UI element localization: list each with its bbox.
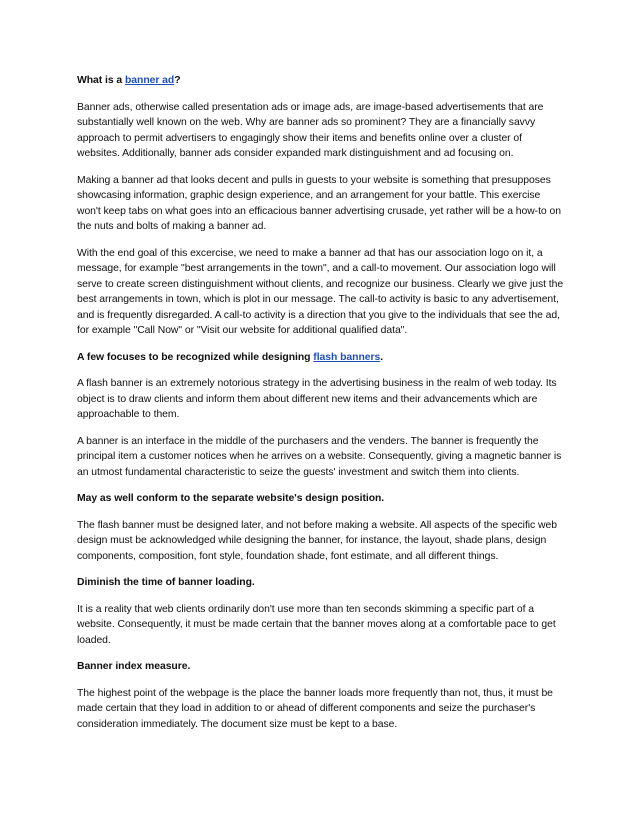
flash-banners-link[interactable]: flash banners — [313, 351, 381, 363]
section-heading — [77, 73, 566, 89]
heading-text: . — [380, 351, 384, 363]
heading-text: What is a — [77, 75, 125, 86]
banner-ad-link[interactable]: banner ad — [125, 75, 175, 86]
paragraph: A flash banner is an extremely notorious strategy in the advertising business in the realm of web today. Its object is to draw clients and inform them about different new items and their advancements which are approachable to them. — [77, 378, 557, 420]
paragraph: The highest point of the webpage is the place the banner loads more frequently than not, thus, it must be made certain that they load in addition to or ahead of different components and seize the purchaser's consideration immediately. The document size must be kept to a base. — [77, 687, 553, 730]
paragraph: The flash banner must be designed later, and not before making a website. All aspects of the specific web design must be acknowledged while designing the banner, for instance, the layout, shade plans, design components, composition, font style, foundation shade, font estimate, and all different things. — [77, 519, 557, 562]
section-heading: May as well conform to the separate website's design position. — [77, 493, 385, 504]
paragraph: A banner is an interface in the middle of the purchasers and the venders. The banner is frequently the principal item a customer notices when he arrives on a website. Consequently, giving a magnetic banner is an utmost fundamental characteristic to seize the guests' investment and switch them into clients. — [77, 435, 562, 478]
section-heading: Banner index measure. — [77, 661, 191, 672]
paragraph: Banner ads, otherwise called presentation ads or image ads, are image-based advertisements that are substantially well known on the web. Why are banner ads so prominent? They are a financially savvy approach to permit advertisers to engagingly show their items and benefits online over a cluster of websites. Additionally, banner ads consider expanded mark distinguishment and ad focusing on. — [77, 101, 544, 159]
section-heading: Diminish the time of banner loading. — [77, 577, 255, 588]
paragraph: It is a reality that web clients ordinarily don't use more than ten seconds skimming a specific part of a website. Consequently, it must be made certain that the banner moves along at a comfortable pace to get loaded. — [77, 603, 556, 646]
heading-text: A few focuses to be recognized while designing — [77, 351, 314, 363]
section-heading — [77, 350, 566, 366]
heading-text: ? — [174, 75, 181, 86]
paragraph: Making a banner ad that looks decent and pulls in guests to your website is something that presupposes showcasing information, graphic design experience, and an arrangement for your battle. This exercise won't keep tabs on what goes into an efficacious banner advertising crusade, yet rather will be a how-to on the nuts and bolts of making a banner ad. — [77, 174, 561, 232]
paragraph: With the end goal of this excercise, we need to make a banner ad that has our association logo on it, a message, for example "best arrangements in the town", and a call-to movement. Our association logo will serve to create screen distinguishment without clients, and recognize our business. Clearly we give just the best arrangements in town, which is plot in our message. The call-to activity is basic to any advertisement, and is frequently disregarded. A call-to activity is a direction that you give to the individuals that see the ad, for example "Call Now" or "Visit our website for additional qualified data". — [77, 247, 564, 336]
